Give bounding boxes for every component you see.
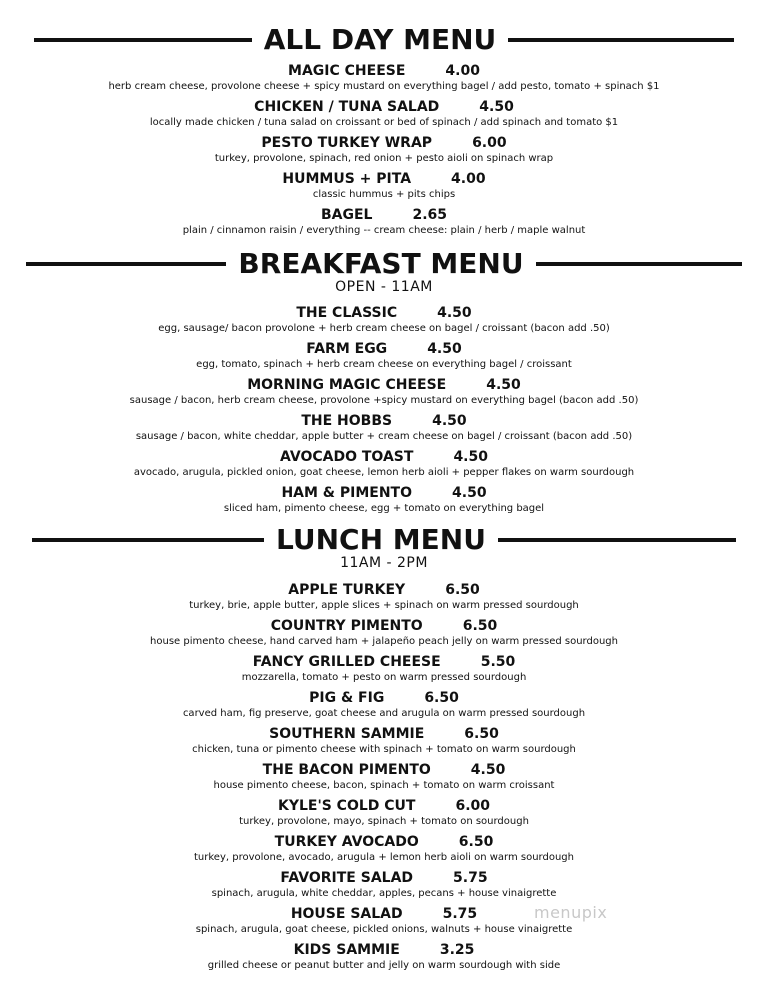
menu-item-price: 3.25 [439,942,475,958]
breakfast-menu-items [0,304,768,520]
menu-item-name: MAGIC CHEESE [288,63,406,79]
menu-item-price: 4.50 [432,413,467,429]
menu-item-name: PESTO TURKEY WRAP [261,135,433,151]
menu-item-heading [0,653,768,671]
menu-item-description: sausage / bacon, white cheddar, apple butter + cream cheese on bagel / croissant (bacon add .50) [135,431,633,442]
menu-item [0,98,768,134]
menu-item [0,304,768,340]
menu-item-name: HOUSE SALAD [290,906,403,922]
menu-item [0,484,768,520]
menu-item-name: FANCY GRILLED CHEESE [252,654,441,670]
menu-item [0,448,768,484]
menu-item-description: mozzarella, tomato + pesto on warm pressed sourdough [241,672,527,683]
menu-item-price: 4.50 [470,762,506,778]
menu-item-heading [0,304,768,322]
menu-item-price: 6.50 [424,690,459,706]
menu-item-name: MORNING MAGIC CHEESE [247,377,447,393]
breakfast-menu-header [0,249,768,295]
menu-item [0,340,768,376]
menu-item-name: BAGEL [320,207,373,223]
menu-item-price: 4.50 [452,485,487,501]
menu-item [0,617,768,653]
menu-item [0,797,768,833]
menu-item-heading [0,869,768,887]
menu-item-price: 6.50 [445,582,480,598]
menu-item [0,869,768,905]
menu-item-description: turkey, provolone, avocado, arugula + lemon herb aioli on warm sourdough [194,852,574,863]
menu-item-heading [0,581,768,599]
menu-item-name: HUMMUS + PITA [282,171,412,187]
menu-item-heading [0,484,768,502]
lunch-menu-title: LUNCH MENU [276,523,486,556]
menu-item-heading [0,412,768,430]
menu-item-price: 4.00 [445,63,480,79]
menu-item-heading [0,134,768,152]
menu-item-price: 6.00 [455,798,491,814]
menu-item-price: 6.50 [458,834,494,850]
header-rule-left [32,538,264,542]
menu-item [0,941,768,977]
menu-item [0,134,768,170]
menu-item-name: KIDS SAMMIE [293,942,400,958]
menu-item-price: 6.50 [462,618,498,634]
menu-item-price: 5.75 [442,906,478,922]
menu-item-heading [0,617,768,635]
menu-item-price: 4.50 [427,341,462,357]
menu-item-price: 4.50 [479,99,514,115]
breakfast-menu-title: BREAKFAST MENU [238,247,524,280]
menu-item-heading [0,797,768,815]
menu-item-description: sausage / bacon, herb cream cheese, provolone +spicy mustard on everything bagel (bacon add .50) [129,395,639,406]
all-day-menu-header [0,25,768,55]
menu-item-description: egg, sausage/ bacon provolone + herb cream cheese on bagel / croissant (bacon add .50) [158,323,610,334]
all-day-menu-items [0,62,768,242]
menu-item-description: house pimento cheese, bacon, spinach + tomato on warm croissant [213,780,555,791]
menu-item-description: egg, tomato, spinach + herb cream cheese on everything bagel / croissant [196,359,572,370]
menu-item [0,206,768,242]
menu-item-heading [0,833,768,851]
menu-item-name: APPLE TURKEY [288,582,406,598]
menu-item [0,581,768,617]
menu-item-heading [0,761,768,779]
menu-item-name: KYLE'S COLD CUT [277,798,416,814]
menu-item-heading [0,206,768,224]
menu-item-description: spinach, arugula, white cheddar, apples, pecans + house vinaigrette [211,888,557,899]
header-rule-left [26,262,226,266]
menu-item-description: carved ham, fig preserve, goat cheese and arugula on warm pressed sourdough [182,708,586,719]
menu-item-heading [0,98,768,116]
menu-item [0,833,768,869]
menupix-watermark: menupix [534,903,608,922]
menu-item-name: THE HOBBS [301,413,393,429]
menu-item [0,170,768,206]
menu-item-description: grilled cheese or peanut butter and jelly on warm sourdough with side [207,960,561,971]
menu-item [0,653,768,689]
menu-item-name: CHICKEN / TUNA SALAD [254,99,440,115]
menu-item [0,412,768,448]
menu-item-heading [0,905,768,923]
menu-item-name: FAVORITE SALAD [280,870,414,886]
menu-item-description: turkey, provolone, mayo, spinach + tomato on sourdough [239,816,529,827]
menu-item-heading [0,941,768,959]
menu-item-name: HAM & PIMENTO [281,485,413,501]
menu-item [0,905,768,941]
menu-item-description: plain / cinnamon raisin / everything -- cream cheese: plain / herb / maple walnut [182,225,586,236]
lunch-menu-header [0,525,768,571]
menu-item-price: 5.75 [453,870,488,886]
menu-item-description: herb cream cheese, provolone cheese + spicy mustard on everything bagel / add pesto, tomato + spinach $1 [108,81,660,92]
menu-item-heading [0,448,768,466]
menu-item-name: COUNTRY PIMENTO [270,618,423,634]
menu-item-price: 4.00 [451,171,486,187]
menu-item-description: locally made chicken / tuna salad on croissant or bed of spinach / add spinach and tomato $1 [149,117,619,128]
menu-item-price: 6.00 [472,135,507,151]
menu-item-price: 5.50 [480,654,516,670]
menu-item-price: 2.65 [412,207,448,223]
menu-item-heading [0,340,768,358]
lunch-hours: 11AM - 2PM [340,555,428,571]
menu-item-price: 4.50 [453,449,488,465]
menu-item-description: sliced ham, pimento cheese, egg + tomato on everything bagel [223,503,545,514]
menu-item-heading [0,725,768,743]
menu-item [0,689,768,725]
lunch-menu-items [0,581,768,977]
menu-item-heading [0,376,768,394]
menu-item-name: FARM EGG [306,341,388,357]
menu-item-name: PIG & FIG [309,690,385,706]
menu-item-heading [0,62,768,80]
menu-item-price: 4.50 [486,377,521,393]
menu-item-name: TURKEY AVOCADO [274,834,419,850]
menu-item [0,62,768,98]
menu-item-heading [0,689,768,707]
menu-item-description: avocado, arugula, pickled onion, goat cheese, lemon herb aioli + pepper flakes on warm sourdough [133,467,635,478]
menu-item-price: 6.50 [464,726,499,742]
menu-item-heading [0,170,768,188]
menu-item-description: spinach, arugula, goat cheese, pickled onions, walnuts + house vinaigrette [195,924,573,935]
menu-item-description: turkey, provolone, spinach, red onion + pesto aioli on spinach wrap [214,153,554,164]
menu-item-description: chicken, tuna or pimento cheese with spinach + tomato on warm sourdough [192,744,576,755]
all-day-menu-title: ALL DAY MENU [263,23,497,56]
header-rule-right [536,262,742,266]
menu-item [0,376,768,412]
header-rule-right [508,38,734,42]
menu-item [0,761,768,797]
menu-item [0,725,768,761]
header-rule-left [34,38,252,42]
menu-item-description: classic hummus + pits chips [312,189,456,200]
menu-item-name: SOUTHERN SAMMIE [269,726,425,742]
menu-item-description: house pimento cheese, hand carved ham + jalapeño peach jelly on warm pressed sourdough [150,636,618,647]
menu-item-name: AVOCADO TOAST [280,449,414,465]
breakfast-hours: OPEN - 11AM [335,279,433,295]
menu-item-description: turkey, brie, apple butter, apple slices + spinach on warm pressed sourdough [189,600,579,611]
header-rule-right [498,538,736,542]
menu-item-name: THE CLASSIC [296,305,398,321]
menu-item-price: 4.50 [437,305,472,321]
menu-item-name: THE BACON PIMENTO [262,762,431,778]
